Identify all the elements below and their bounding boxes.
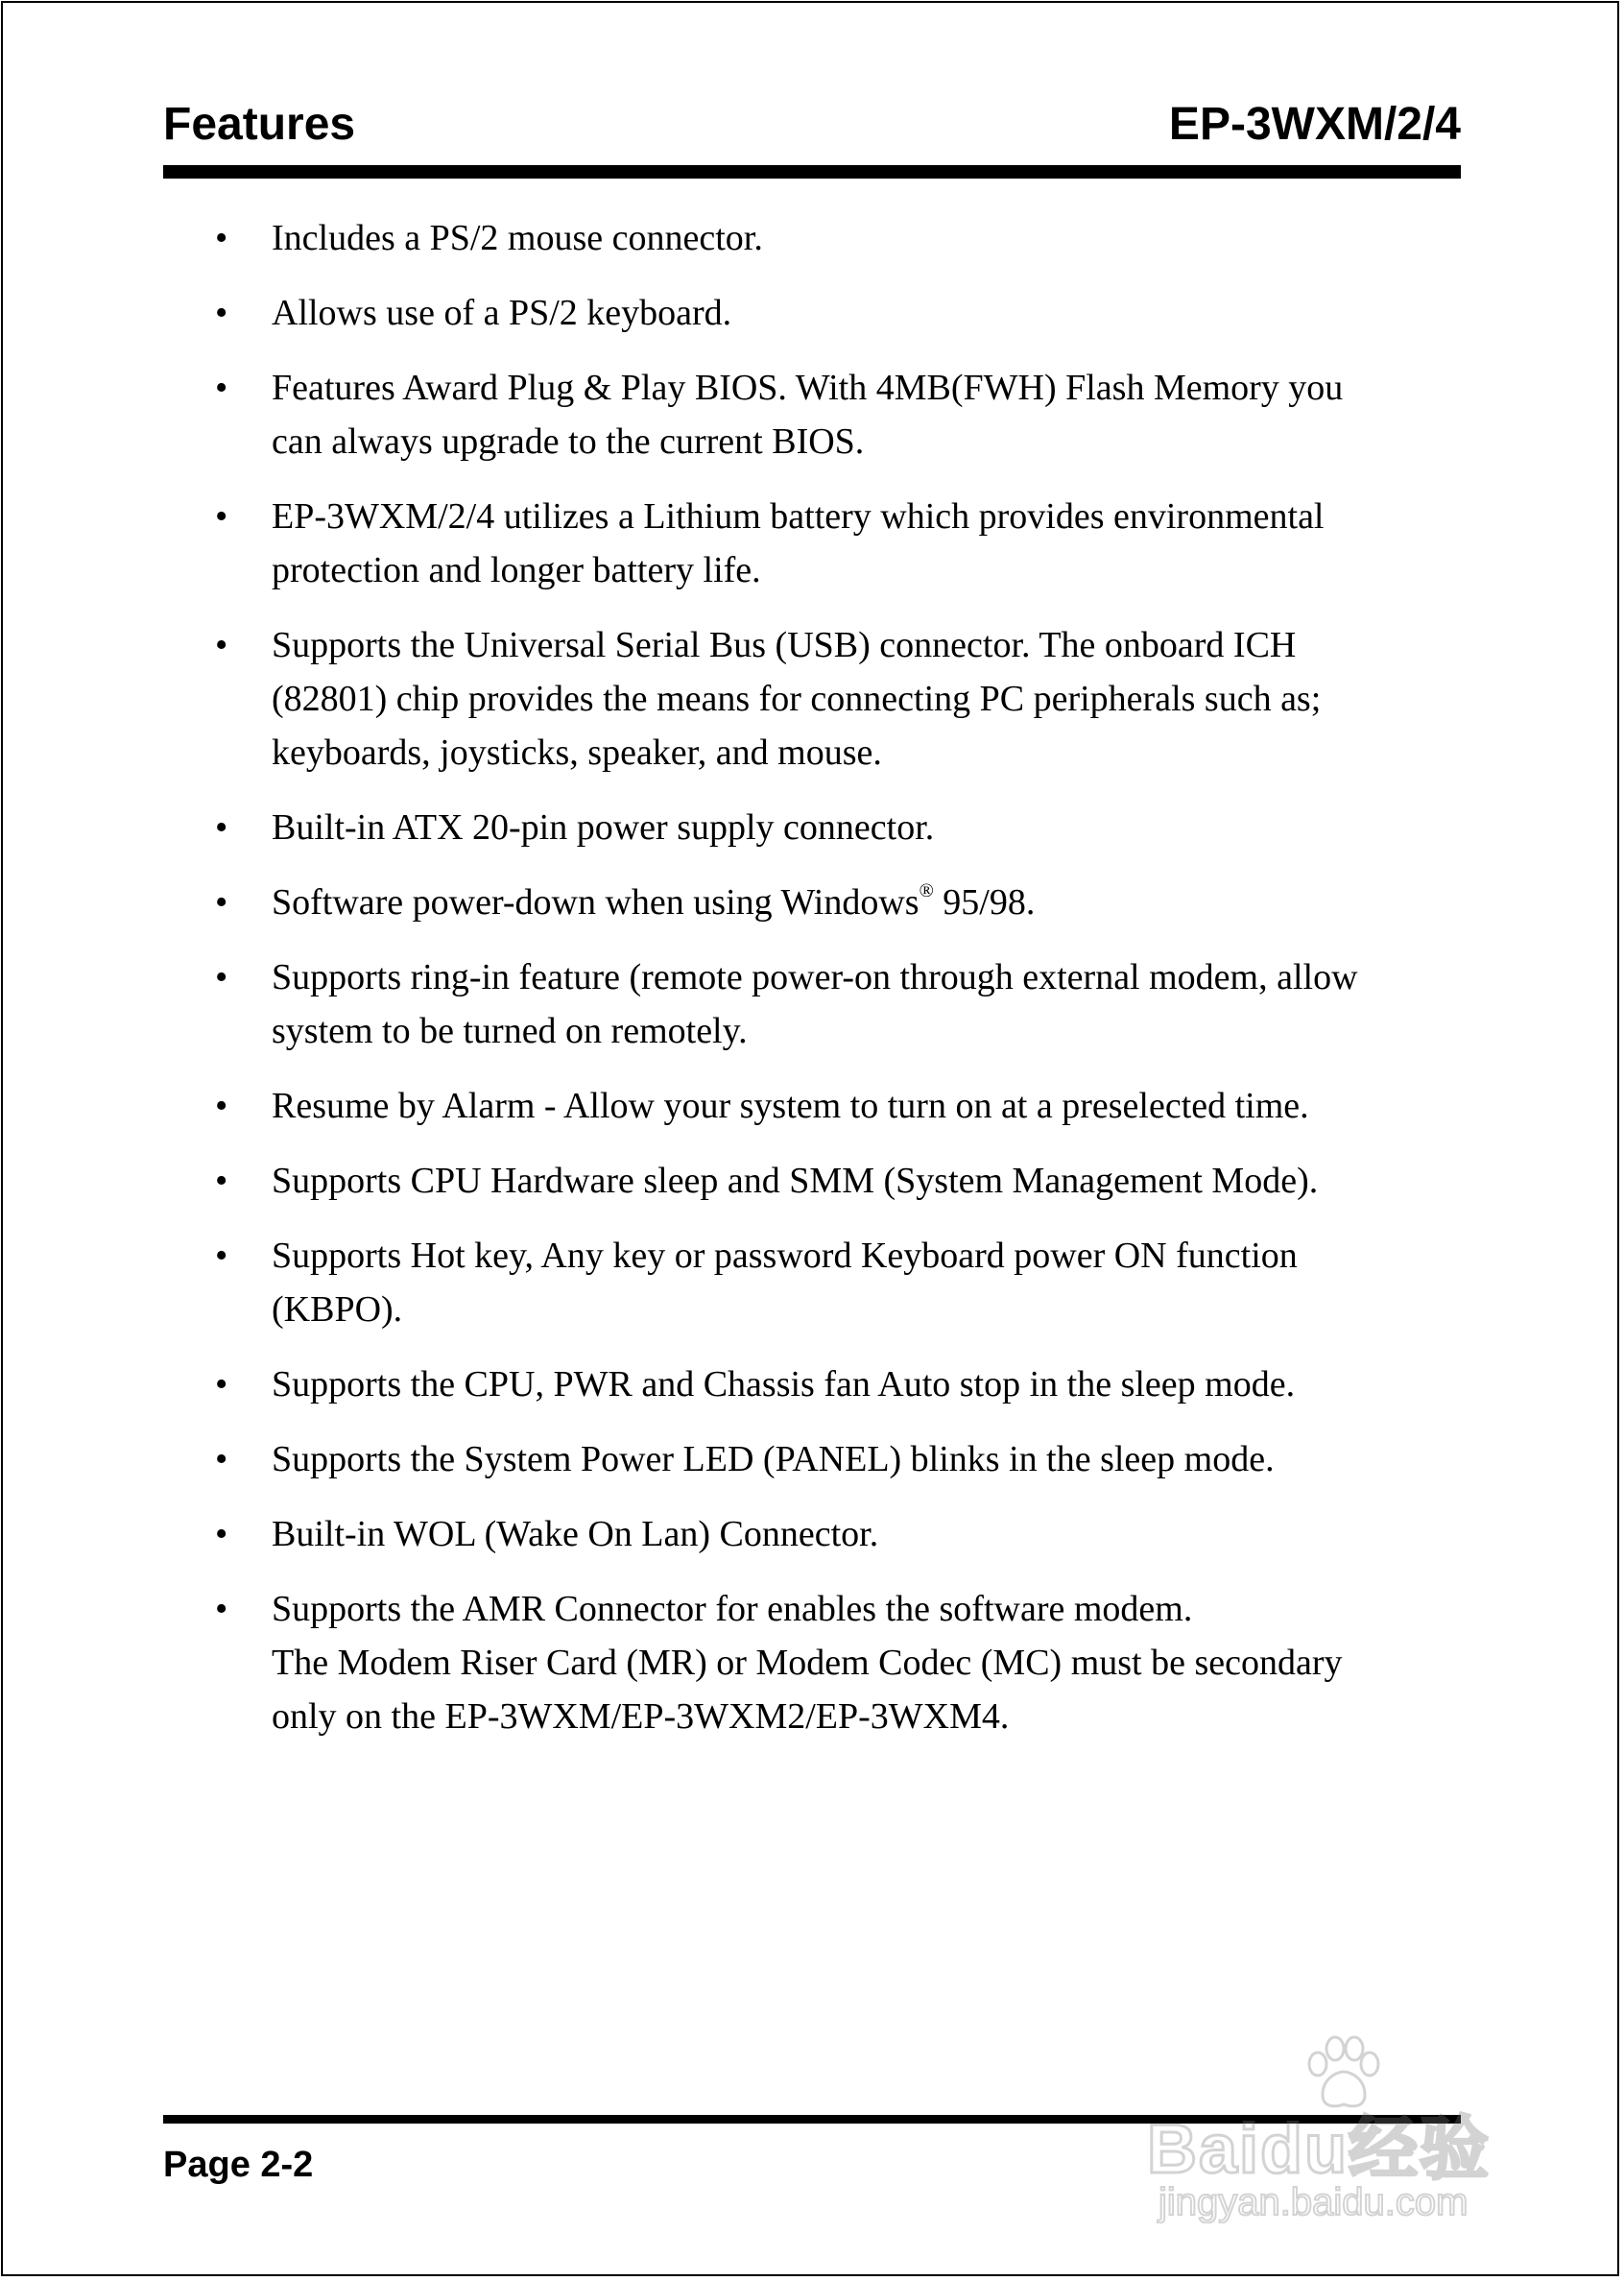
bullet-icon: • xyxy=(215,368,228,408)
bullet-icon: • xyxy=(215,1514,228,1554)
feature-text-line: Supports the System Power LED (PANEL) blinks in the sleep mode. xyxy=(272,1439,1275,1479)
feature-item xyxy=(163,618,1461,780)
model-title: EP-3WXM/2/4 xyxy=(1168,99,1461,150)
bullet-icon: • xyxy=(215,218,228,258)
bullet-icon: • xyxy=(215,1161,228,1201)
page-number: Page 2-2 xyxy=(163,2145,314,2185)
feature-text-line: Supports the Universal Serial Bus (USB) connector. The onboard ICH xyxy=(272,625,1297,665)
feature-item xyxy=(163,490,1461,597)
bullet-icon: • xyxy=(215,1589,228,1629)
bullet-icon: • xyxy=(215,1236,228,1276)
bullet-icon: • xyxy=(215,807,228,848)
header-rule xyxy=(163,165,1461,179)
feature-text-line: Supports ring-in feature (remote power-on through external modem, allow xyxy=(272,957,1358,997)
feature-item xyxy=(163,950,1461,1058)
feature-text-line: Supports the AMR Connector for enables the software modem. xyxy=(272,1589,1193,1629)
feature-text-line: keyboards, joysticks, speaker, and mouse. xyxy=(272,732,882,773)
feature-text-line: Resume by Alarm - Allow your system to turn on at a preselected time. xyxy=(272,1086,1309,1126)
feature-item xyxy=(163,1357,1461,1411)
feature-text-line xyxy=(272,876,1461,929)
feature-text-line: EP-3WXM/2/4 utilizes a Lithium battery which provides environmental xyxy=(272,496,1325,537)
feature-item xyxy=(163,1582,1461,1743)
feature-item xyxy=(163,876,1461,929)
page-header xyxy=(163,98,1461,156)
feature-text-line: Allows use of a PS/2 keyboard. xyxy=(272,293,732,333)
bullet-icon: • xyxy=(215,957,228,997)
feature-text-line: system to be turned on remotely. xyxy=(272,1011,748,1051)
feature-text-line: Built-in WOL (Wake On Lan) Connector. xyxy=(272,1514,879,1554)
feature-item xyxy=(163,1507,1461,1561)
feature-text-line: Features Award Plug & Play BIOS. With 4MB(FWH) Flash Memory you xyxy=(272,368,1344,408)
feature-item xyxy=(163,801,1461,854)
feature-text-line: Supports CPU Hardware sleep and SMM (System Management Mode). xyxy=(272,1161,1319,1201)
feature-item xyxy=(163,1079,1461,1133)
bullet-icon: • xyxy=(215,1364,228,1405)
baidu-watermark xyxy=(1147,2035,1531,2227)
watermark-url: jingyan.baidu.com xyxy=(1158,2181,1469,2223)
feature-text-line: Includes a PS/2 mouse connector. xyxy=(272,218,763,258)
feature-item xyxy=(163,1229,1461,1336)
feature-item xyxy=(163,361,1461,468)
registered-mark: ® xyxy=(919,880,934,902)
feature-text-line: Built-in ATX 20-pin power supply connector. xyxy=(272,807,935,848)
watermark-brand: Baidu经验 xyxy=(1147,2111,1492,2188)
bullet-icon: • xyxy=(215,496,228,537)
feature-item xyxy=(163,1432,1461,1486)
feature-content xyxy=(163,211,1461,1765)
feature-text-line: (82801) chip provides the means for connecting PC peripherals such as; xyxy=(272,679,1322,719)
feature-item xyxy=(163,1154,1461,1208)
feature-text-line: can always upgrade to the current BIOS. xyxy=(272,421,865,462)
feature-text-line: protection and longer battery life. xyxy=(272,550,761,590)
feature-text-line: The Modem Riser Card (MR) or Modem Codec (MC) must be secondary xyxy=(272,1643,1343,1683)
bullet-icon: • xyxy=(215,1086,228,1126)
bullet-icon: • xyxy=(215,293,228,333)
bullet-icon: • xyxy=(215,625,228,665)
feature-text-line: only on the EP-3WXM/EP-3WXM2/EP-3WXM4. xyxy=(272,1696,1010,1737)
feature-text-line: Supports the CPU, PWR and Chassis fan Auto stop in the sleep mode. xyxy=(272,1364,1296,1405)
feature-text-line: Supports Hot key, Any key or password Keyboard power ON function xyxy=(272,1236,1298,1276)
feature-item xyxy=(163,211,1461,265)
section-title: Features xyxy=(163,99,356,150)
feature-text: 95/98. xyxy=(933,882,1036,923)
bullet-icon: • xyxy=(215,882,228,923)
feature-text-line: (KBPO). xyxy=(272,1289,403,1330)
feature-text: Software power-down when using Windows xyxy=(272,882,919,923)
feature-list xyxy=(163,211,1461,1743)
bullet-icon: • xyxy=(215,1439,228,1479)
feature-item xyxy=(163,286,1461,340)
